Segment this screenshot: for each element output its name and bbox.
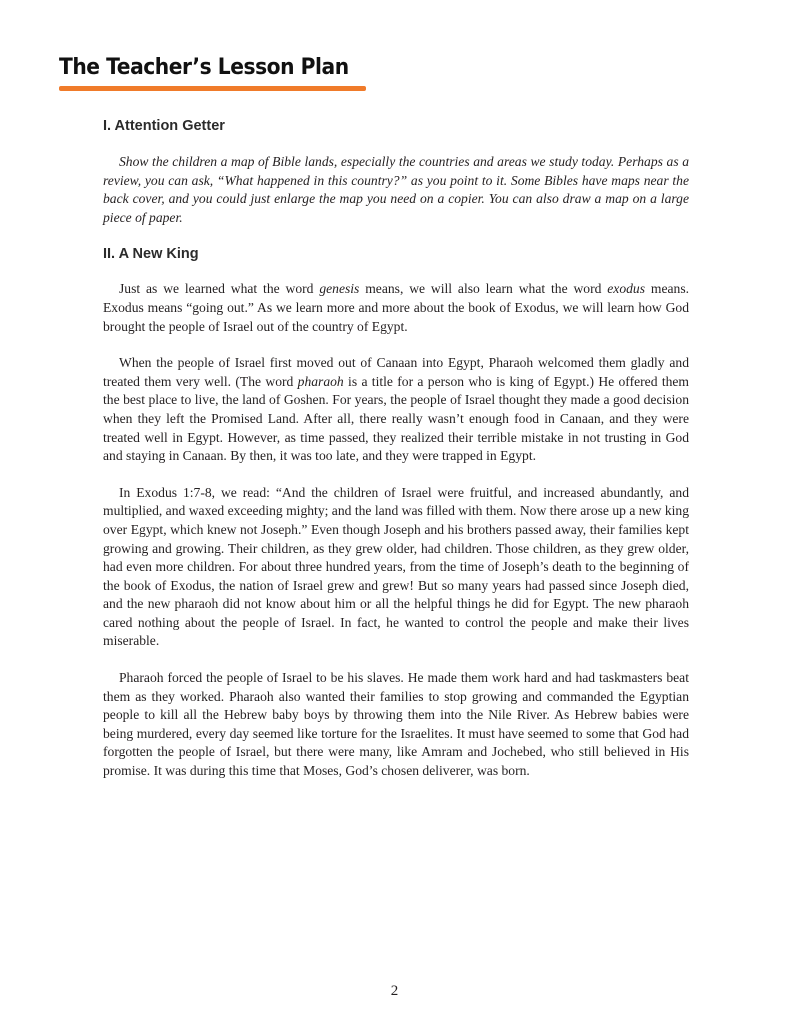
page-header xyxy=(59,52,374,84)
italic-term: exodus xyxy=(607,281,646,297)
paragraph-pharaoh-welcome: When the people of Israel first moved out of Canaan into Egypt, Pharaoh welcomed them gladly and treated them very well. (The word pharaoh is a title for a person who is king of Egypt.) He offered them the best place to live, the land of Goshen. For years, the people of Israel thought they made a good decision when they left the Promised Land. After all, there really wasn’t enough food in Canaan, and they were treated well in Egypt. However, as time passed, they realized their terrible mistake in not trusting in God and staying in Canaan. By then, it was too late, and they were trapped in Egypt. xyxy=(103,355,689,464)
page-number: 2 xyxy=(390,983,399,999)
section-heading-new-king: II. A New King xyxy=(103,246,199,263)
attention-getter-paragraph: Show the children a map of Bible lands, especially the countries and areas we study today. Perhaps as a review, you can ask, “What happened in this country?” as you point to it. Some Bibles have maps near the back cover, and you could just enlarge the map you need on a copier. You can also draw a map on a large piece of paper. xyxy=(103,154,689,225)
italic-term: pharaoh xyxy=(297,373,344,389)
paragraph-exodus-meaning: Just as we learned what the word genesis means, we will also learn what the word exodus means. Exodus means “going out.” As we learn more and more about the book of Exodus, we will learn how God brought the people of Israel out of the country of Egypt. xyxy=(103,281,690,334)
page-title: The Teacher’s Lesson Plan xyxy=(59,55,349,80)
lesson-content xyxy=(103,118,689,781)
paragraph-exodus-quote: In Exodus 1:7-8, we read: “And the children of Israel were fruitful, and increased abundantly, and multiplied, and waxed exceeding mighty; and the land was filled with them. Now there arose up a new king over Egypt, which knew not Joseph.” Even though Joseph and his brothers passed away, their families kept growing and growing. Their children, as they grew older, had children. Those children, as they grew older, had even more children. For about three hundred years, from the time of Joseph’s death to the beginning of the book of Exodus, the nation of Israel grew and grew! But so many years had passed since Joseph died, and the new pharaoh did not know about him or all the helpful things he did for Egypt. The new pharaoh cared nothing about the people of Israel. In fact, he wanted to control the people and make their lives miserable. xyxy=(103,484,689,649)
italic-term: genesis xyxy=(319,281,360,297)
paragraph-slavery: Pharaoh forced the people of Israel to be his slaves. He made them work hard and had taskmasters beat them as they worked. Pharaoh also wanted their families to stop growing and commanded the Egyptian people to kill all the Hebrew baby boys by throwing them into the Nile River. As Hebrew babies were being murdered, every day seemed like torture for the Israelites. It must have seemed to some that God had forgotten the people of Israel, but there were many, like Amram and Jochebed, who still believed in His promise. It was during this time that Moses, God’s chosen deliverer, was born. xyxy=(103,670,689,779)
title-underline xyxy=(59,86,366,91)
section-heading-attention-getter: I. Attention Getter xyxy=(103,118,225,134)
